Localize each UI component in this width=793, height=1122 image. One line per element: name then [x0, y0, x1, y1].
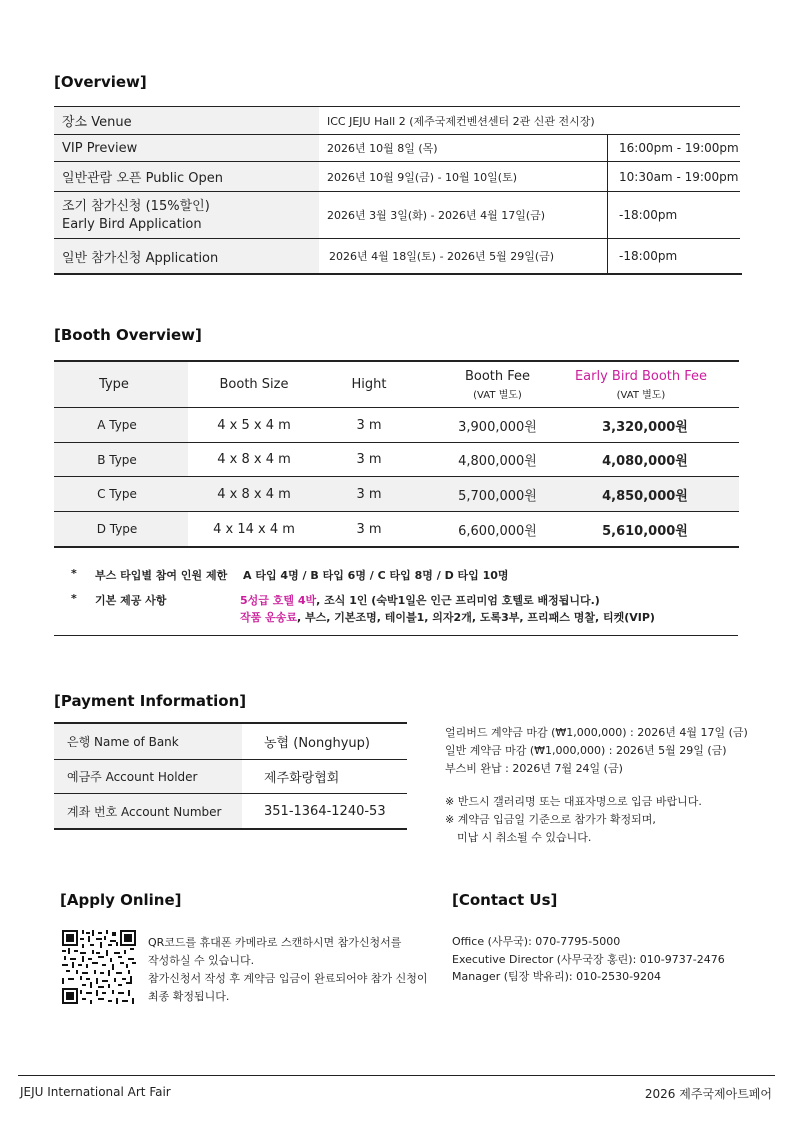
- account-label: 계좌 번호 Account Number: [67, 804, 222, 819]
- row-c-type: C Type: [97, 487, 137, 501]
- apply-line-2: 작성하실 수 있습니다.: [148, 954, 255, 967]
- note1-label: 부스 타입별 참여 인원 제한: [95, 569, 228, 582]
- venue-value: ICC JEJU Hall 2 (제주국제컨벤션센터 2관 신관 전시장): [327, 114, 595, 128]
- footer-left: JEJU International Art Fair: [20, 1085, 171, 1099]
- row-d-size: 4 x 14 x 4 m: [213, 521, 295, 537]
- holder-label: 예금주 Account Holder: [67, 770, 198, 784]
- bank-value: 농협 (Nonghyup): [264, 736, 370, 751]
- vip-value: 2026년 10월 8일 (목): [327, 142, 438, 155]
- notice-3: 미납 시 취소될 수 있습니다.: [457, 831, 592, 844]
- note2-line1: [240, 592, 600, 608]
- footer-right: 2026 제주국제아트페어: [644, 1087, 772, 1101]
- qr-code-icon[interactable]: [62, 930, 136, 1004]
- apply-title: [Apply Online]: [60, 891, 182, 909]
- header-early-bird-sub: (VAT 별도): [616, 389, 666, 401]
- note2-label: 기본 제공 사항: [95, 594, 167, 607]
- payment-deadlines: [445, 724, 748, 778]
- apply-line-1: QR코드를 휴대폰 카메라로 스캔하시면 참가신청서를: [148, 936, 402, 949]
- apply-line-3: 참가신청서 작성 후 계약금 입금이 완료되어야 참가 신청이: [148, 972, 428, 985]
- payment-title: [Payment Information]: [54, 692, 247, 710]
- contact-director: Executive Director (사무국장 홍린): 010-9737-2476: [452, 952, 725, 966]
- row-b-early: 4,080,000원: [602, 454, 688, 469]
- header-hight: Hight: [351, 377, 387, 392]
- footer-divider: [18, 1075, 775, 1076]
- row-a-hight: 3 m: [356, 417, 382, 433]
- note2-rest1: , 조식 1인 (숙박1일은 인근 프리미엄 호텔로 배정됩니다.): [316, 594, 600, 607]
- contact-office: Office (사무국): 070-7795-5000: [452, 935, 621, 948]
- apply-instructions: [148, 934, 428, 1006]
- row-b-hight: 3 m: [356, 452, 382, 467]
- row-d-early: 5,610,000원: [602, 523, 688, 539]
- header-early-bird-label: Early Bird Booth Fee: [574, 368, 708, 384]
- row-c-hight: 3 m: [356, 486, 382, 502]
- row-c-fee: 5,700,000원: [458, 488, 537, 504]
- deadline-booth-fee: 부스비 완납 : 2026년 7월 24일 (금): [445, 762, 623, 775]
- public-open-label: 일반관람 오픈 Public Open: [62, 171, 223, 186]
- row-d-type: D Type: [96, 522, 138, 536]
- row-b-type: B Type: [97, 452, 137, 467]
- venue-label: 장소 Venue: [62, 115, 132, 130]
- application-label: 일반 참가신청 Application: [62, 250, 219, 266]
- note2-hotel: 5성급 호텔 4박: [240, 594, 317, 607]
- note2-rest2: , 부스, 기본조명, 테이블1, 의자2개, 도록3부, 프리패스 명찰, 티켓(VIP): [296, 611, 655, 624]
- deadline-early-bird: 얼리버드 계약금 마감 (₩1,000,000) : 2026년 4월 17일 (금): [445, 726, 748, 739]
- header-early-bird-fee: [565, 362, 717, 407]
- deadline-general: 일반 계약금 마감 (₩1,000,000) : 2026년 5월 29일 (금): [445, 744, 727, 757]
- booth-title: [Booth Overview]: [54, 326, 202, 344]
- public-open-time: 10:30am - 19:00pm: [619, 169, 739, 184]
- row-d-hight: 3 m: [356, 521, 382, 537]
- notice-1: ※ 반드시 갤러리명 또는 대표자명으로 입금 바랍니다.: [445, 795, 702, 808]
- early-bird-label-line2: Early Bird Application: [62, 217, 202, 232]
- notes-divider: [54, 635, 738, 636]
- apply-line-4: 최종 확정됩니다.: [148, 990, 230, 1003]
- notice-2: ※ 계약금 입금일 기준으로 참가가 확정되며,: [445, 813, 656, 826]
- header-type: Type: [99, 377, 129, 392]
- account-value: 351-1364-1240-53: [264, 803, 386, 819]
- overview-title: [Overview]: [54, 73, 147, 91]
- row-b-size: 4 x 8 x 4 m: [217, 452, 291, 467]
- header-booth-fee-sub: (VAT 별도): [473, 389, 522, 401]
- contact-manager: Manager (팀장 박유리): 010-2530-9204: [452, 970, 662, 983]
- early-bird-time: -18:00pm: [619, 208, 678, 222]
- payment-notices: [445, 793, 702, 847]
- early-bird-value: 2026년 3월 3일(화) - 2026년 4월 17일(금): [327, 209, 546, 222]
- note2-line2: [240, 609, 655, 625]
- vip-time: 16:00pm - 19:00pm: [619, 141, 739, 155]
- row-b-fee: 4,800,000원: [458, 454, 537, 469]
- header-booth-fee-label: Booth Fee: [464, 368, 531, 384]
- header-booth-size: Booth Size: [219, 377, 289, 392]
- row-a-type: A Type: [97, 418, 137, 432]
- contact-lines: [452, 933, 725, 986]
- row-c-size: 4 x 8 x 4 m: [217, 486, 291, 502]
- row-d-fee: 6,600,000원: [458, 523, 537, 539]
- application-time: -18:00pm: [619, 249, 678, 263]
- contact-title: [Contact Us]: [452, 891, 558, 909]
- header-booth-fee: [430, 362, 565, 407]
- public-open-value: 2026년 10월 9일(금) - 10월 10일(토): [327, 170, 517, 184]
- application-value: 2026년 4월 18일(토) - 2026년 5월 29일(금): [329, 250, 555, 263]
- note1-value: A 타입 4명 / B 타입 6명 / C 타입 8명 / D 타입 10명: [243, 569, 509, 582]
- row-c-early: 4,850,000원: [602, 488, 688, 504]
- row-a-fee: 3,900,000원: [458, 419, 537, 435]
- note1-bullet: *: [71, 567, 77, 580]
- bank-label: 은행 Name of Bank: [67, 735, 179, 749]
- note2-shipping: 작품 운송료: [240, 611, 297, 624]
- early-bird-label: [62, 198, 210, 234]
- note2-bullet: *: [71, 592, 77, 605]
- holder-value: 제주화랑협회: [264, 771, 340, 786]
- early-bird-label-line1: 조기 참가신청 (15%할인): [62, 199, 210, 214]
- row-a-early: 3,320,000원: [602, 419, 688, 435]
- vip-label: VIP Preview: [62, 140, 138, 156]
- row-a-size: 4 x 5 x 4 m: [217, 417, 291, 433]
